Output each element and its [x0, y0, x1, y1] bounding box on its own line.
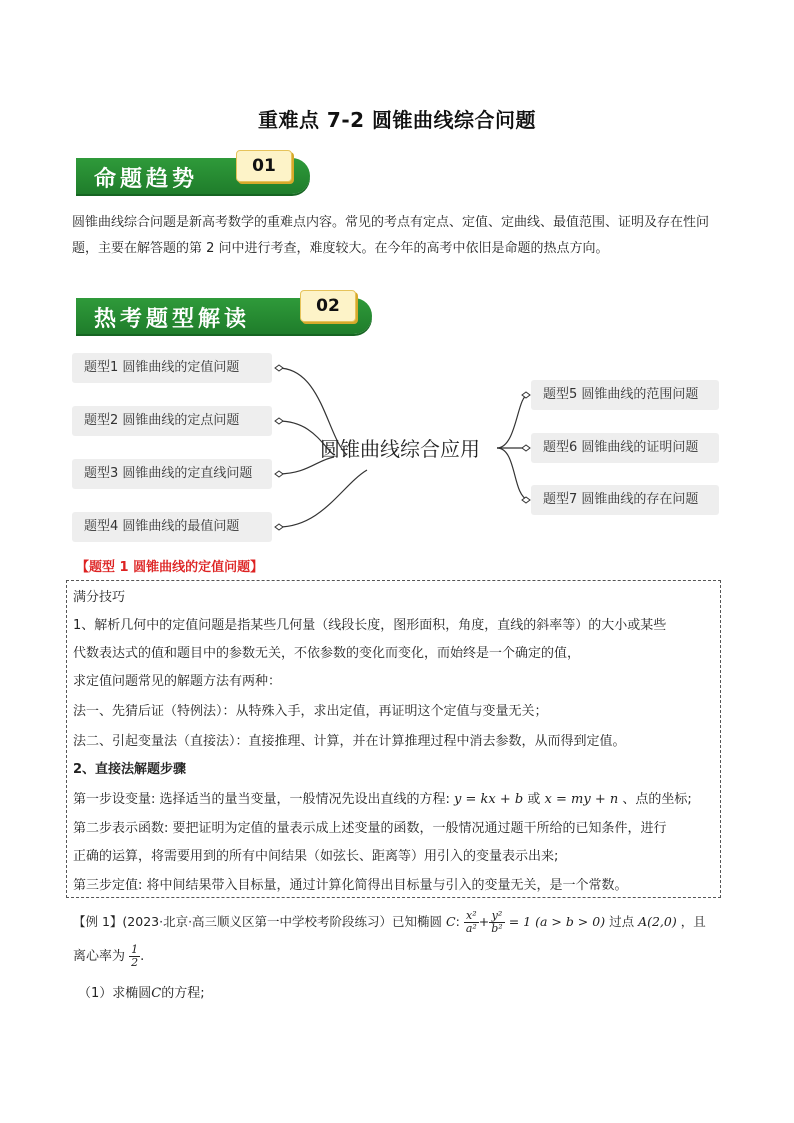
example-eccentricity: 离心率为 $\frac{1}{2}$ .: [73, 943, 145, 969]
tips-line: 法一、先猜后证（特例法）：从特殊入手，求出定值，再证明这个定值与变量无关；: [73, 704, 548, 719]
example-1: 【例 1】(2023·北京·高三顺义区第一中学校考阶段练习）已知椭圆 C: $\frac{\text{x²}}{\text{a²}}$ + $\frac{\text{y²}}{\text{b²}}$ = 1 (a > b > 0) 过点 A(2,0) ，且: [73, 909, 706, 935]
ellipse-condition: = 1 (a > b > 0): [508, 914, 606, 929]
text: 的方程;: [161, 986, 205, 1001]
mindmap-node-type4: 题型4 圆锥曲线的最值问题: [72, 512, 272, 542]
line-equation-kx: y = kx + b: [454, 792, 524, 807]
mindmap-node-type7: 题型7 圆锥曲线的存在问题: [531, 485, 719, 515]
intro-paragraph: 圆锥曲线综合问题是新高考数学的重难点内容。常见的考点有定点、定值、定曲线、最值范围、证明及存在性问题，主要在解答题的第 2 问中进行考查，难度较大。在今年的高考中依旧是命题的热点方向。: [72, 215, 710, 256]
banner-number: 02: [300, 290, 356, 322]
tips-line: 求定值问题常见的解题方法有两种：: [73, 674, 282, 689]
ellipse-name: C: [446, 914, 456, 929]
tips-title: 满分技巧: [73, 590, 126, 605]
denominator: a²: [465, 922, 477, 935]
point-a: A(2,0): [638, 914, 677, 929]
fraction-y: [489, 910, 504, 935]
tips-line: 1、解析几何中的定值问题是指某些几何量（线段长度，图形面积，角度，直线的斜率等）的大小或某些: [73, 618, 667, 633]
text: （1）求椭圆: [78, 986, 152, 1001]
line-equation-my: x = my + n: [544, 792, 619, 807]
mindmap-node-type3: 题型3 圆锥曲线的定直线问题: [72, 459, 272, 489]
mindmap-node-type5: 题型5 圆锥曲线的范围问题: [531, 380, 719, 410]
text: ，且: [680, 914, 706, 929]
tips-line: 2、直接法解题步骤: [73, 762, 187, 777]
mindmap-node-type1: 题型1 圆锥曲线的定值问题: [72, 353, 272, 383]
mindmap-node-type2: 题型2 圆锥曲线的定点问题: [72, 406, 272, 436]
type1-heading: 【题型 1 圆锥曲线的定值问题】: [76, 560, 264, 575]
mindmap-node-type6: 题型6 圆锥曲线的证明问题: [531, 433, 719, 463]
tips-line: 正确的运算，将需要用到的所有中间结果（如弦长、距离等）用引入的变量表示出来;: [73, 849, 559, 864]
tips-line: 代数表达式的值和题目中的参数无关，不依参数的变化而变化，而始终是一个确定的值，: [73, 646, 581, 661]
text: 第一步设变量: 选择适当的量当变量，一般情况先设出直线的方程:: [73, 792, 450, 807]
numerator: y²: [489, 910, 504, 923]
numerator: 1: [131, 943, 139, 956]
tips-line: 第二步表示函数: 要把证明为定值的量表示成上述变量的函数，一般情况通过题干所给的已知条件，进行: [73, 821, 667, 836]
page-title: 重难点 7-2 圆锥曲线综合问题: [257, 108, 537, 132]
mindmap-center: 圆锥曲线综合应用: [320, 437, 480, 461]
tips-line: 法二、引起变量法（直接法）：直接推理、计算，并在计算推理过程中消去参数，从而得到定值。: [73, 734, 626, 749]
text: 、点的坐标;: [622, 792, 692, 807]
text: 或: [527, 792, 541, 807]
banner-number: 01: [236, 150, 292, 182]
mindmap: [72, 345, 722, 545]
tips-line: 第三步定值: 将中间结果带入目标量，通过计算化简得出目标量与引入的变量无关，是一个常数。: [73, 878, 628, 893]
banner-label: 热考题型解读: [94, 306, 251, 332]
section-banner-hot: [76, 290, 374, 334]
fraction-half: [129, 944, 140, 969]
question-1: [78, 982, 205, 1001]
denominator: b²: [491, 922, 503, 935]
fraction-x: [464, 910, 479, 935]
banner-label: 命题趋势: [94, 166, 199, 192]
text: 离心率为: [73, 949, 126, 964]
numerator: x²: [464, 910, 479, 923]
tips-line-equation: [73, 788, 692, 807]
example-lead: 【例 1】(2023·北京·高三顺义区第一中学校考阶段练习）已知椭圆: [73, 914, 443, 929]
ellipse-name: C: [151, 986, 162, 1001]
denominator: 2: [131, 956, 139, 969]
text: 过点: [609, 914, 635, 929]
section-banner-trend: [76, 150, 312, 194]
